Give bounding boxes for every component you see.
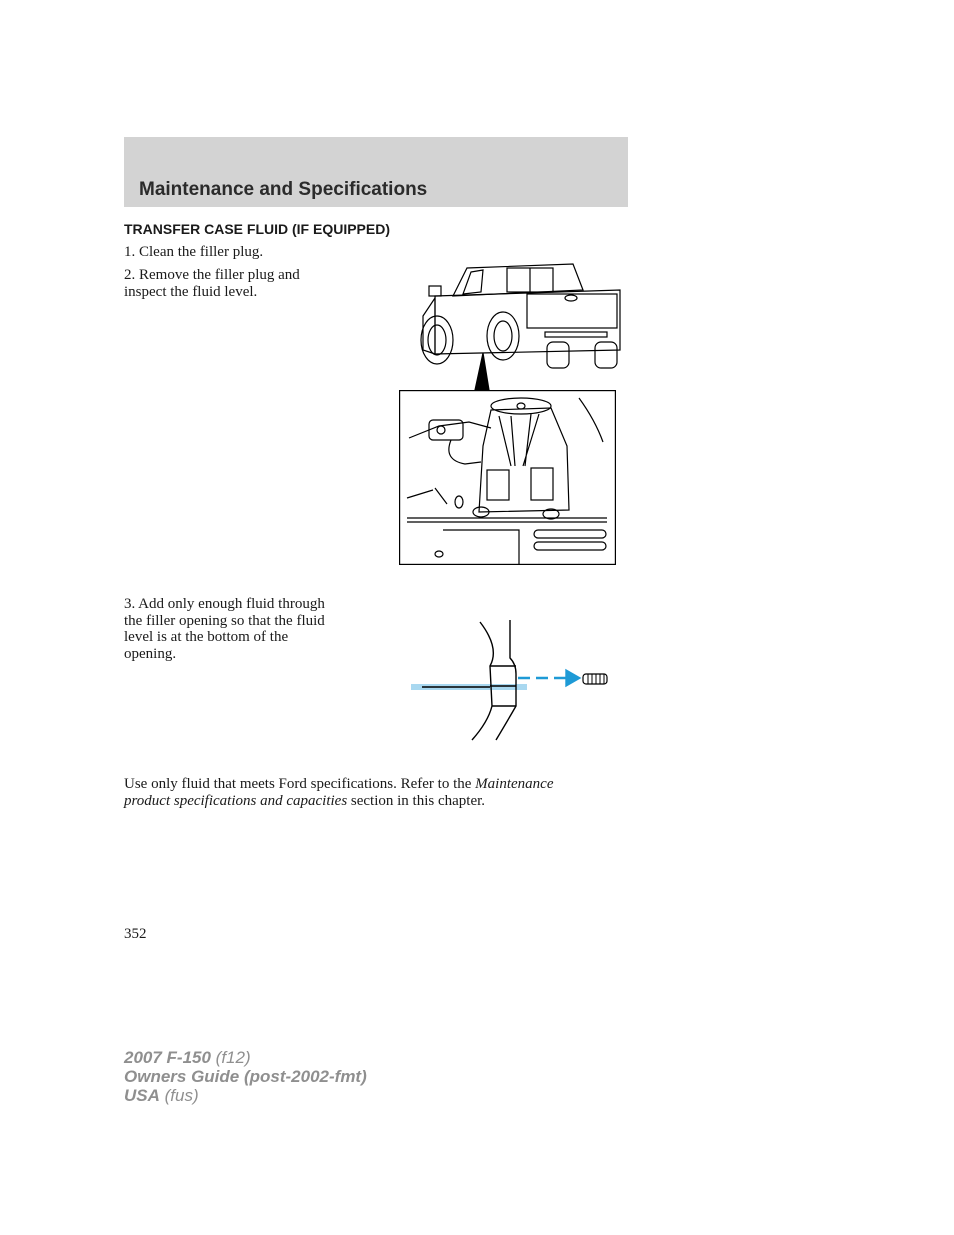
step-2-line-1: 2. Remove the filler plug and (124, 267, 300, 283)
footer-model: 2007 F-150 (124, 1048, 211, 1067)
section-heading: TRANSFER CASE FLUID (IF EQUIPPED) (124, 221, 391, 237)
step-1-text: 1. Clean the filler plug. (124, 244, 264, 260)
chapter-header-band (124, 137, 628, 207)
page-number: 352 (124, 926, 147, 942)
step-3-text (124, 596, 325, 662)
step-3-line-4: opening. (124, 645, 177, 662)
footer-line-2: Owners Guide (post-2002-fmt) (124, 1067, 367, 1086)
footer-model-code: (f12) (210, 1048, 251, 1067)
footer-line-1 (124, 1048, 367, 1067)
transfer-case-detail-illustration (399, 390, 616, 565)
note-paragraph (124, 776, 628, 810)
chapter-title: Maintenance and Specifications (139, 179, 428, 200)
step-3-line-2: the filler opening so that the fluid (124, 612, 325, 629)
truck-rear-illustration (415, 258, 625, 393)
fluid-level-illustration (408, 618, 613, 743)
note-link-line-2: product specifications and capacities (124, 793, 348, 809)
filler-plug-icon (583, 674, 607, 684)
footer-market: USA (124, 1086, 160, 1105)
footer-line-3 (124, 1086, 367, 1105)
arrow-head-icon (566, 670, 580, 686)
note-link-line-1: Maintenance (475, 776, 554, 792)
document-footer (124, 1048, 367, 1105)
step-2-line-2: inspect the fluid level. (124, 283, 258, 300)
step-3-line-1: 3. Add only enough fluid through (124, 596, 325, 612)
step-3-line-3: level is at the bottom of the (124, 629, 289, 645)
footer-market-code: (fus) (159, 1086, 199, 1105)
note-text-1: Use only fluid that meets Ford specifications. Refer to the (124, 776, 476, 792)
step-2-text (124, 267, 300, 300)
note-text-2: section in this chapter. (347, 793, 486, 809)
